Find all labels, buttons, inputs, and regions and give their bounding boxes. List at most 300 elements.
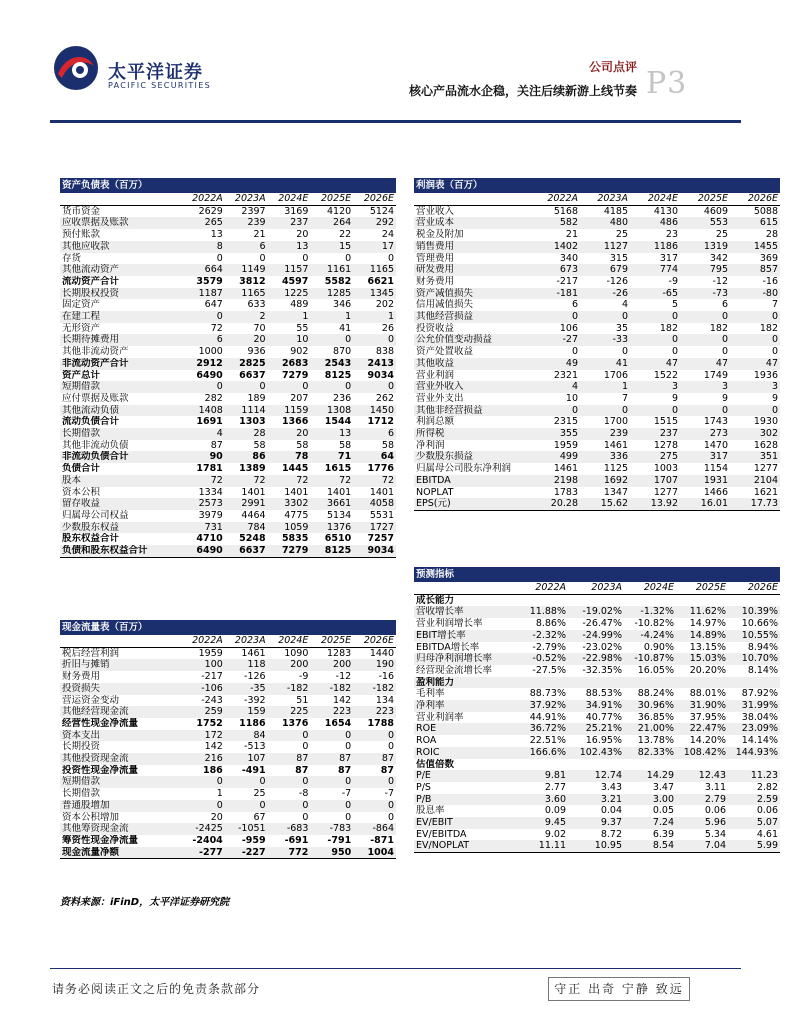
cell-value: 13	[210, 229, 223, 241]
company-logo-icon	[52, 44, 100, 92]
table-row	[60, 683, 396, 695]
cell-value: 355	[530, 428, 580, 440]
table-row	[60, 205, 396, 217]
cell-value: 1781	[196, 463, 223, 475]
cell-value: -513	[244, 741, 266, 753]
doc-type: 公司点评	[588, 60, 637, 74]
cell-value: 47	[680, 358, 730, 370]
cell-value: -16	[378, 671, 394, 683]
cell-value: 13	[268, 241, 311, 253]
cell-value: 0.05	[652, 805, 674, 817]
cell-value: 489	[290, 299, 309, 311]
cell-value: 838	[375, 346, 394, 358]
cell-value: 302	[730, 428, 780, 440]
cell-value: 87	[295, 764, 309, 776]
cell-value: 0.09	[544, 805, 566, 817]
cell-value: 0	[630, 405, 680, 417]
cell-value: 0	[730, 405, 780, 417]
cell-value: -12	[335, 671, 352, 683]
cell-value: 38.04%	[741, 711, 779, 723]
data-source: 资料来源：iFinD，太平洋证券研究院	[60, 897, 230, 908]
cell-value: 190	[353, 659, 396, 671]
cell-value: 2683	[268, 358, 311, 370]
section-label: 估值倍数	[416, 758, 455, 770]
cell-value: -22.98%	[568, 653, 624, 665]
cell-value: 317	[659, 252, 678, 264]
row-label: ROE	[414, 723, 514, 735]
cell-value: 1461	[553, 463, 578, 475]
cell-value: 216	[182, 753, 225, 765]
cell-value: 189	[247, 392, 266, 404]
cell-value: 44.91%	[529, 711, 566, 723]
year-header: 2025E	[680, 193, 730, 205]
table-title: 资产负债表（百万）	[60, 178, 396, 193]
row-label: 资产减值损失	[414, 288, 530, 300]
year-header: 2025E	[310, 193, 353, 205]
cell-value: 182	[709, 322, 728, 334]
cell-value: 0	[345, 252, 352, 264]
page-number: P3	[646, 66, 688, 101]
cell-value: 4130	[653, 205, 678, 217]
table-row	[414, 205, 780, 217]
year-header: 2024E	[630, 193, 680, 205]
cell-value: 1522	[653, 369, 678, 381]
cell-value: 4058	[353, 498, 396, 510]
table-row	[414, 334, 780, 346]
cell-value: 0	[680, 311, 730, 323]
cell-value: -864	[353, 823, 396, 835]
cell-value: 4597	[281, 275, 309, 287]
cell-value: 11.88%	[514, 606, 568, 618]
cell-value: 1752	[196, 717, 223, 729]
cell-value: 10.95	[568, 840, 624, 852]
row-label: 营运资金变动	[62, 694, 120, 706]
cell-value: 202	[375, 299, 394, 311]
row-label: 筹资性现金净流量	[62, 834, 139, 846]
row-label: 销售费用	[414, 241, 530, 253]
cell-value: -959	[241, 834, 266, 846]
cell-value: 0	[310, 730, 353, 742]
cell-value: 4	[182, 428, 225, 440]
cell-value: 0.06	[704, 805, 726, 817]
cell-value: 16.01	[680, 498, 730, 510]
cell-value: 88.01%	[689, 688, 726, 700]
cell-value: 0	[387, 252, 394, 264]
table-row	[60, 299, 396, 311]
table-row	[414, 323, 780, 335]
cell-value: 1	[268, 311, 311, 323]
cell-value: 731	[182, 522, 225, 534]
cell-value: -2.32%	[514, 630, 568, 642]
cell-value: 4464	[241, 509, 266, 521]
year-header: 2022A	[530, 193, 580, 205]
cell-value: 40.77%	[585, 711, 622, 723]
table-row	[60, 812, 396, 824]
cell-value: 784	[225, 522, 268, 534]
row-label: 预付账款	[62, 229, 101, 241]
table-row	[60, 741, 396, 753]
cell-value: 0	[580, 405, 630, 417]
cell-value: 4775	[284, 509, 309, 521]
cell-value: 1401	[284, 486, 309, 498]
cell-value: 13.92	[630, 498, 680, 510]
cell-value: 0	[310, 381, 353, 393]
cell-value: 265	[182, 217, 225, 229]
cell-value: 13	[310, 428, 353, 440]
year-header: 2025E	[310, 635, 353, 647]
cell-value: 72	[310, 475, 353, 487]
cell-value: 1692	[580, 475, 630, 487]
cell-value: 12.74	[568, 770, 624, 782]
cell-value: -24.99%	[568, 630, 624, 642]
row-label: 在建工程	[60, 311, 182, 323]
table-row	[414, 428, 780, 440]
header-blank	[414, 193, 530, 205]
cell-value: 20	[296, 229, 309, 241]
cell-value: 1003	[653, 463, 678, 475]
brand-name-english: PACIFIC SECURITIES	[108, 81, 211, 90]
cell-value: 37.95%	[689, 711, 726, 723]
cell-value: -182	[310, 683, 353, 695]
cell-value: 1959	[553, 439, 578, 451]
table-row	[60, 847, 396, 859]
year-header: 2026E	[730, 193, 780, 205]
table-row	[414, 381, 780, 393]
header-blank	[60, 193, 182, 205]
cell-value: 2321	[553, 369, 578, 381]
cell-value: 6.39	[652, 828, 674, 840]
cell-value: 5134	[327, 509, 352, 521]
cell-value: 144.93%	[728, 747, 780, 759]
row-label: 固定资产	[62, 299, 101, 311]
cell-value: 107	[225, 753, 268, 765]
cell-value: 1000	[198, 346, 223, 358]
cell-value: 6	[182, 334, 225, 346]
cell-value: 0	[571, 346, 578, 358]
row-label: 营业利润率	[416, 711, 464, 723]
table-row	[414, 440, 780, 452]
cell-value: 1186	[239, 717, 266, 729]
cell-value: 237	[268, 217, 311, 229]
cell-value: 6637	[239, 369, 266, 381]
cell-value: -181	[530, 288, 580, 300]
company-motto: 守正 出奇 宁静 致远	[548, 977, 690, 1001]
cell-value: 21	[565, 229, 578, 241]
row-label: 毛利率	[416, 688, 445, 700]
row-label: 短期借款	[60, 381, 182, 393]
row-label: 折旧与摊销	[60, 659, 182, 671]
row-label: 资本公积	[62, 486, 101, 498]
cell-value: 47	[630, 358, 680, 370]
cell-value: 223	[310, 706, 353, 718]
row-label: 信用减值损失	[416, 299, 474, 311]
table-row	[414, 805, 780, 817]
row-label: EV/EBITDA	[416, 828, 467, 840]
cell-value: 10.70%	[728, 653, 780, 665]
cell-value: -33	[580, 334, 630, 346]
row-label: 其他经营损益	[414, 311, 530, 323]
cell-value: 14.29	[624, 770, 676, 782]
balance-sheet-table	[60, 178, 396, 558]
cell-value: -19.02%	[568, 606, 624, 618]
cell-value: 1628	[753, 439, 778, 451]
cell-value: 0	[268, 800, 311, 812]
cell-value: -871	[370, 834, 394, 846]
table-row	[60, 358, 396, 370]
cell-value: 58	[339, 439, 352, 451]
cell-value: 2573	[182, 498, 225, 510]
table-row	[60, 487, 396, 499]
table-row	[60, 730, 396, 742]
cell-value: 26	[381, 322, 394, 334]
cell-value: 1455	[730, 241, 780, 253]
year-header: 2024E	[268, 635, 311, 647]
cell-value: 1749	[703, 369, 728, 381]
row-label: 非流动资产合计	[60, 358, 182, 370]
cell-value: 4120	[327, 205, 352, 217]
table-row	[60, 393, 396, 405]
table-row	[60, 217, 396, 229]
cell-value: 351	[730, 451, 780, 463]
table-row	[414, 229, 780, 241]
cell-value: 49	[530, 358, 580, 370]
cell-value: 1278	[653, 439, 678, 451]
cell-value: 1004	[353, 847, 396, 859]
cell-value: 1159	[268, 405, 311, 417]
doc-title: 核心产品流水企稳，关注后续新游上线节奏	[408, 84, 637, 98]
cell-value: 14.97%	[689, 618, 726, 630]
table-row	[414, 606, 780, 618]
cell-value: 0	[721, 346, 728, 358]
row-label: 营业外收入	[414, 381, 530, 393]
cell-value: 1461	[603, 439, 628, 451]
cell-value: 2991	[225, 498, 268, 510]
cell-value: 7257	[367, 533, 394, 545]
table-row	[60, 463, 396, 475]
cell-value: -7	[384, 788, 394, 800]
cell-value: 0.06	[756, 805, 779, 817]
cell-value: 1308	[310, 405, 353, 417]
cell-value: 5.96	[676, 817, 728, 829]
cell-value: 1376	[281, 717, 309, 729]
cell-value: 17.73	[730, 498, 780, 510]
cell-value: 0	[225, 776, 268, 788]
cell-value: 84	[225, 730, 268, 742]
row-label: P/E	[414, 770, 514, 782]
table-row	[414, 782, 780, 794]
cell-value: 5.07	[728, 817, 780, 829]
cell-value: 1	[580, 381, 630, 393]
cell-value: 1936	[753, 369, 778, 381]
table-row	[414, 700, 780, 712]
cell-value: 87	[380, 764, 394, 776]
cell-value: 1450	[353, 405, 396, 417]
row-label: 其他应收款	[60, 241, 182, 253]
cell-value: 0	[182, 381, 225, 393]
cell-value: 1700	[603, 416, 628, 428]
cell-value: 2.82	[756, 781, 779, 793]
cell-value: -73	[680, 288, 730, 300]
cell-value: 7	[771, 299, 778, 311]
cell-value: 0	[310, 776, 353, 788]
table-row	[414, 840, 780, 852]
cell-value: 102.43%	[568, 747, 624, 759]
cell-value: 72	[182, 475, 225, 487]
table-row	[414, 712, 780, 724]
cell-value: 0	[182, 776, 225, 788]
cell-value: 8.86%	[535, 618, 566, 630]
row-label: 投资损失	[60, 683, 182, 695]
cell-value: -7	[341, 788, 352, 800]
table-row	[414, 299, 780, 311]
cell-value: 4185	[603, 205, 628, 217]
row-label: 股息率	[416, 805, 445, 817]
cell-value: 0	[387, 741, 394, 753]
cell-value: 2315	[553, 416, 578, 428]
cell-value: 2.59	[728, 794, 780, 806]
year-header-row	[414, 582, 780, 594]
cell-value: 87	[210, 439, 223, 451]
cell-value: 902	[290, 346, 309, 358]
cell-value: 36.85%	[637, 711, 674, 723]
cell-value: 0	[353, 334, 396, 346]
cell-value: 0	[580, 311, 630, 323]
cell-value: 5582	[324, 275, 352, 287]
cell-value: 58	[253, 439, 266, 451]
cell-value: 6	[571, 299, 578, 311]
table-row	[60, 706, 396, 718]
cell-value: 0	[353, 800, 396, 812]
cell-value: 2.77	[544, 781, 566, 793]
row-label: 现金流量净额	[60, 847, 182, 859]
table-row	[60, 533, 396, 545]
cell-value: 1334	[198, 486, 223, 498]
table-title: 预测指标	[414, 567, 780, 582]
row-label: 营业利润	[416, 369, 455, 381]
cell-value: 1402	[530, 241, 580, 253]
cell-value: 30.96%	[624, 700, 676, 712]
table-row	[60, 428, 396, 440]
row-label: 资本公积增加	[62, 811, 120, 823]
row-label: 投资收益	[416, 322, 455, 334]
cell-value: 3.00	[624, 794, 676, 806]
cell-value: 3302	[268, 498, 311, 510]
table-row	[60, 498, 396, 510]
cell-value: 6	[721, 299, 728, 311]
cell-value: 282	[204, 392, 223, 404]
cell-value: 71	[310, 451, 353, 463]
cell-value: 7279	[268, 545, 311, 557]
cell-value: 36.72%	[514, 723, 568, 735]
table-row	[414, 475, 780, 487]
cell-value: -1051	[225, 823, 268, 835]
row-label: 财务费用	[416, 275, 455, 287]
cell-value: 142	[204, 741, 223, 753]
cell-value: 166.6%	[514, 747, 568, 759]
row-label: 其他流动负债	[60, 405, 182, 417]
cell-value: 1783	[553, 486, 578, 498]
cell-value: -16	[762, 275, 778, 287]
cell-value: 0	[302, 741, 309, 753]
year-header-row	[60, 635, 396, 647]
cell-value: 6	[353, 428, 396, 440]
cell-value: -32.35%	[582, 664, 622, 676]
cell-value: 4	[530, 381, 580, 393]
cell-value: 35	[615, 322, 628, 334]
cell-value: 774	[630, 264, 680, 276]
cell-value: 5.34	[704, 828, 726, 840]
cell-value: 259	[182, 706, 225, 718]
cell-value: 0	[310, 334, 353, 346]
cell-value: -1.32%	[624, 606, 676, 618]
cell-value: 1125	[603, 463, 628, 475]
cell-value: 1401	[241, 486, 266, 498]
cell-value: 159	[225, 706, 268, 718]
table-row	[60, 765, 396, 777]
cell-value: 12.43	[676, 770, 728, 782]
table-row	[60, 346, 396, 358]
row-label: EBIT增长率	[414, 630, 514, 642]
table-row	[414, 288, 780, 300]
row-label: NOPLAT	[416, 486, 454, 498]
row-label: 流动负债合计	[62, 416, 120, 428]
cell-value: 1743	[703, 416, 728, 428]
cell-value: -227	[225, 847, 268, 859]
cell-value: 172	[182, 730, 225, 742]
row-label: 应付票据及账款	[62, 392, 129, 404]
cell-value: 87	[353, 753, 396, 765]
cell-value: -691	[284, 834, 309, 846]
table-row	[414, 653, 780, 665]
cell-value: -10.82%	[634, 618, 674, 630]
cell-value: 239	[225, 217, 268, 229]
cell-value: 9	[771, 392, 778, 404]
cell-value: 22	[339, 229, 352, 241]
cell-value: 134	[375, 694, 394, 706]
row-label: 长期股权投资	[60, 288, 182, 300]
cell-value: 1277	[753, 463, 778, 475]
table-row	[414, 817, 780, 829]
table-row	[60, 334, 396, 346]
cell-value: 336	[580, 451, 630, 463]
row-label: 无形资产	[62, 322, 101, 334]
cell-value: 0	[671, 346, 678, 358]
table-row	[414, 723, 780, 735]
cell-value: 100	[182, 659, 225, 671]
cell-value: 1930	[753, 416, 778, 428]
cell-value: 34.91%	[568, 700, 624, 712]
cell-value: 58	[296, 439, 309, 451]
cell-value: 87	[268, 753, 311, 765]
cell-value: 0	[353, 381, 396, 393]
row-label: 投资性现金净流量	[62, 764, 139, 776]
cell-value: 1466	[703, 486, 728, 498]
cell-value: 8.94%	[747, 641, 779, 653]
cell-value: -80	[730, 288, 780, 300]
row-label: 研发费用	[414, 264, 530, 276]
cell-value: 51	[296, 694, 309, 706]
table-row	[60, 835, 396, 847]
cell-value: 55	[296, 322, 309, 334]
cell-value: 1621	[753, 486, 778, 498]
cell-value: 3.21	[568, 794, 624, 806]
table-row	[60, 311, 396, 323]
row-label: 营业成本	[414, 217, 530, 229]
cell-value: 4.61	[756, 828, 779, 840]
cell-value: 25.21%	[568, 723, 624, 735]
cell-value: 5248	[239, 533, 266, 545]
cell-value: -217	[201, 671, 223, 683]
